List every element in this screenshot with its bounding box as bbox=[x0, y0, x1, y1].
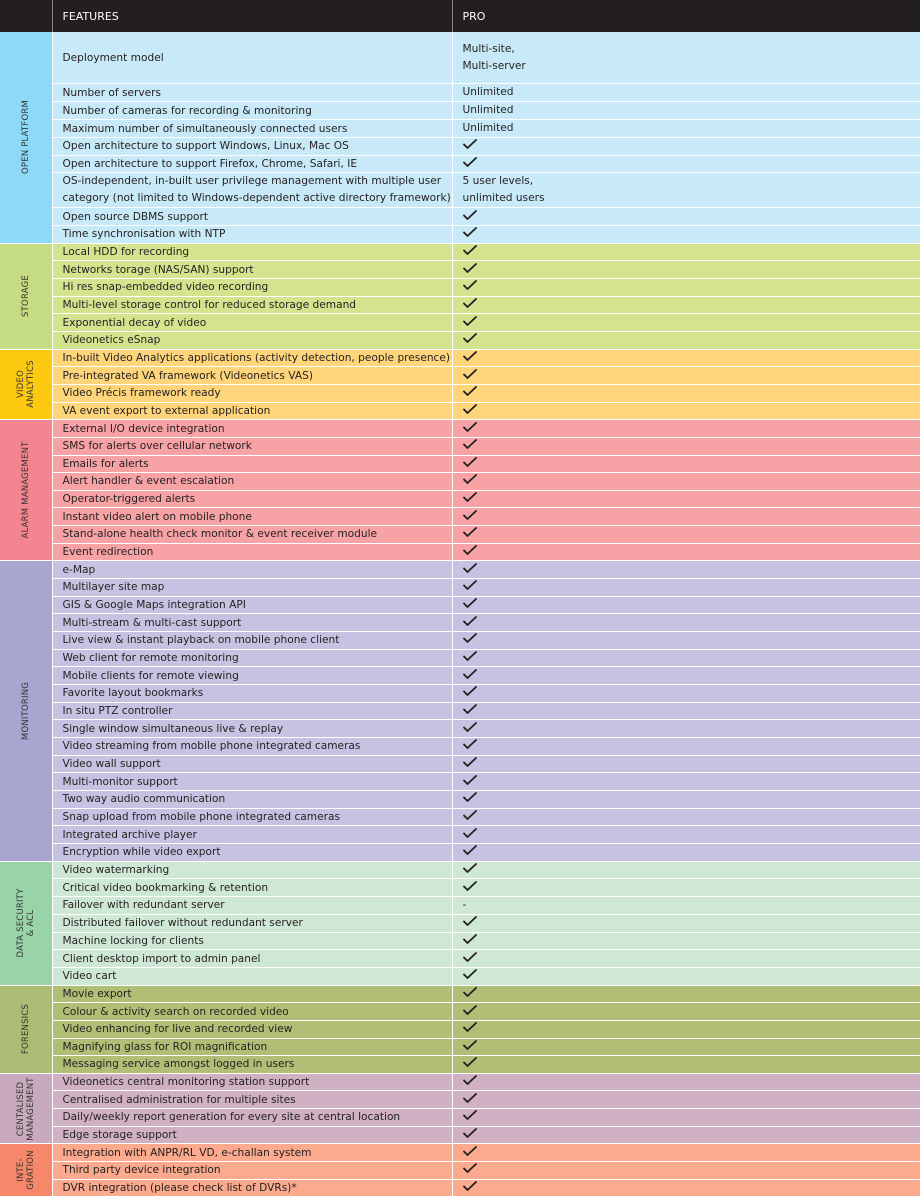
pro-value-cell bbox=[452, 932, 920, 950]
pro-value-cell bbox=[452, 1109, 920, 1127]
table-row bbox=[0, 1126, 920, 1144]
checkmark-icon bbox=[463, 263, 477, 273]
table-row bbox=[0, 1109, 920, 1127]
table-row bbox=[0, 349, 920, 367]
checkmark-icon bbox=[463, 934, 477, 944]
section-label bbox=[16, 889, 36, 958]
section-label-cell bbox=[0, 861, 52, 985]
feature-cell: Operator-triggered alerts bbox=[52, 490, 452, 508]
pro-value-cell bbox=[452, 879, 920, 897]
pro-value-cell bbox=[452, 155, 920, 173]
checkmark-icon bbox=[463, 545, 477, 555]
section-label-cell bbox=[0, 1073, 52, 1144]
checkmark-icon bbox=[463, 757, 477, 767]
table-row bbox=[0, 173, 920, 208]
checkmark-icon bbox=[463, 1093, 477, 1103]
checkmark-icon bbox=[463, 722, 477, 732]
pro-value-cell bbox=[452, 120, 920, 138]
checkmark-icon bbox=[463, 598, 477, 608]
table-row bbox=[0, 861, 920, 879]
table-row bbox=[0, 384, 920, 402]
table-row bbox=[0, 561, 920, 579]
header-corner bbox=[0, 0, 52, 32]
pro-value-cell bbox=[452, 402, 920, 420]
checkmark-icon bbox=[463, 969, 477, 979]
checkmark-icon bbox=[463, 1146, 477, 1156]
feature-cell: Live view & instant playback on mobile phone client bbox=[52, 632, 452, 650]
checkmark-icon bbox=[463, 616, 477, 626]
section-label-cell bbox=[0, 420, 52, 561]
table-row bbox=[0, 1056, 920, 1074]
checkmark-icon bbox=[463, 139, 477, 149]
table-row bbox=[0, 314, 920, 332]
section-label-line: FORENSICS bbox=[20, 1004, 31, 1055]
table-row bbox=[0, 243, 920, 261]
table-row bbox=[0, 879, 920, 897]
feature-cell: Multi-monitor support bbox=[52, 773, 452, 791]
pro-value-cell bbox=[452, 1073, 920, 1091]
table-row bbox=[0, 896, 920, 914]
section-label-line: STORAGE bbox=[20, 275, 31, 318]
checkmark-icon bbox=[463, 474, 477, 484]
table-row bbox=[0, 261, 920, 279]
pro-value-cell bbox=[452, 614, 920, 632]
pro-value-cell bbox=[452, 773, 920, 791]
table-row bbox=[0, 1038, 920, 1056]
pro-value-cell bbox=[452, 32, 920, 84]
header-features: FEATURES bbox=[52, 0, 452, 32]
section-label-line: ANALYTICS bbox=[25, 360, 36, 409]
table-row bbox=[0, 985, 920, 1003]
section-label-line: ALARM MANAGEMENT bbox=[20, 441, 31, 539]
section-label bbox=[21, 100, 31, 174]
pro-value-cell bbox=[452, 173, 920, 208]
section-label bbox=[16, 361, 36, 409]
table-row bbox=[0, 826, 920, 844]
pro-value-text: Unlimited bbox=[462, 86, 514, 98]
feature-cell: Open architecture to support Windows, Linux, Mac OS bbox=[52, 138, 452, 156]
pro-value-cell bbox=[452, 278, 920, 296]
feature-cell: Emails for alerts bbox=[52, 455, 452, 473]
checkmark-icon bbox=[463, 633, 477, 643]
checkmark-icon bbox=[463, 369, 477, 379]
pro-value-cell bbox=[452, 473, 920, 491]
table-row bbox=[0, 508, 920, 526]
checkmark-icon bbox=[463, 810, 477, 820]
checkmark-icon bbox=[463, 987, 477, 997]
checkmark-icon bbox=[463, 351, 477, 361]
feature-cell: Stand-alone health check monitor & event receiver module bbox=[52, 526, 452, 544]
feature-cell: Integration with ANPR/RL VD, e-challan system bbox=[52, 1144, 452, 1162]
pro-value-cell bbox=[452, 1056, 920, 1074]
pro-value-cell bbox=[452, 985, 920, 1003]
table-row bbox=[0, 155, 920, 173]
feature-cell: Videonetics eSnap bbox=[52, 331, 452, 349]
feature-cell: Movie export bbox=[52, 985, 452, 1003]
feature-cell: Exponential decay of video bbox=[52, 314, 452, 332]
feature-cell: External I/O device integration bbox=[52, 420, 452, 438]
table-body bbox=[0, 32, 920, 1197]
feature-cell: Maximum number of simultaneously connected users bbox=[52, 120, 452, 138]
checkmark-icon bbox=[463, 792, 477, 802]
section-label-line: INTE- bbox=[15, 1158, 26, 1183]
pro-value-cell bbox=[452, 702, 920, 720]
section-label-cell bbox=[0, 243, 52, 349]
pro-value-cell bbox=[452, 950, 920, 968]
pro-value-cell bbox=[452, 649, 920, 667]
table-row bbox=[0, 120, 920, 138]
feature-cell: Time synchronisation with NTP bbox=[52, 225, 452, 243]
pro-value-cell bbox=[452, 349, 920, 367]
table-row bbox=[0, 1091, 920, 1109]
pro-value-cell bbox=[452, 720, 920, 738]
feature-cell: Multi-level storage control for reduced storage demand bbox=[52, 296, 452, 314]
checkmark-icon bbox=[463, 1075, 477, 1085]
pro-value-cell bbox=[452, 208, 920, 226]
table-row bbox=[0, 667, 920, 685]
feature-cell: Snap upload from mobile phone integrated cameras bbox=[52, 808, 452, 826]
table-row bbox=[0, 543, 920, 561]
section-label-line: OPEN PLATFORM bbox=[20, 100, 31, 175]
table-row bbox=[0, 1162, 920, 1180]
table-row bbox=[0, 490, 920, 508]
checkmark-icon bbox=[463, 1022, 477, 1032]
checkmark-icon bbox=[463, 563, 477, 573]
pro-value-cell bbox=[452, 1179, 920, 1197]
feature-cell: Hi res snap-embedded video recording bbox=[52, 278, 452, 296]
pro-value-cell bbox=[452, 420, 920, 438]
section-label bbox=[21, 442, 31, 539]
feature-cell: Alert handler & event escalation bbox=[52, 473, 452, 491]
table-row bbox=[0, 950, 920, 968]
header-row bbox=[0, 0, 920, 32]
checkmark-icon bbox=[463, 739, 477, 749]
pro-value-text: unlimited users bbox=[462, 192, 545, 205]
pro-value-cell bbox=[452, 596, 920, 614]
pro-value-cell bbox=[452, 843, 920, 861]
pro-value-cell bbox=[452, 508, 920, 526]
table-row bbox=[0, 790, 920, 808]
section-label-line: MANAGEMENT bbox=[25, 1076, 36, 1141]
pro-value-cell bbox=[452, 667, 920, 685]
pro-value-cell bbox=[452, 685, 920, 703]
feature-cell: Third party device integration bbox=[52, 1162, 452, 1180]
feature-cell: In-built Video Analytics applications (activity detection, people presence) bbox=[52, 349, 452, 367]
section-label-cell bbox=[0, 32, 52, 243]
pro-value-cell bbox=[452, 384, 920, 402]
checkmark-icon bbox=[463, 404, 477, 414]
table-row bbox=[0, 967, 920, 985]
section-label bbox=[21, 682, 31, 740]
feature-cell: Deployment model bbox=[52, 32, 452, 84]
table-row bbox=[0, 32, 920, 84]
checkmark-icon bbox=[463, 1110, 477, 1120]
checkmark-icon bbox=[463, 863, 477, 873]
feature-cell: In situ PTZ controller bbox=[52, 702, 452, 720]
feature-cell: e-Map bbox=[52, 561, 452, 579]
pro-value-cell bbox=[452, 84, 920, 102]
table-row bbox=[0, 1020, 920, 1038]
checkmark-icon bbox=[463, 1040, 477, 1050]
table-row bbox=[0, 138, 920, 156]
table-row bbox=[0, 278, 920, 296]
section-label-cell bbox=[0, 349, 52, 420]
pro-value-cell bbox=[452, 738, 920, 756]
feature-cell: Colour & activity search on recorded video bbox=[52, 1003, 452, 1021]
pro-value-cell bbox=[452, 1126, 920, 1144]
checkmark-icon bbox=[463, 916, 477, 926]
section-label-cell bbox=[0, 1144, 52, 1197]
checkmark-icon bbox=[463, 580, 477, 590]
table-row bbox=[0, 614, 920, 632]
table-row bbox=[0, 1073, 920, 1091]
pro-value-cell bbox=[452, 861, 920, 879]
table-row bbox=[0, 596, 920, 614]
pro-value-text: 5 user levels, bbox=[462, 175, 534, 188]
checkmark-icon bbox=[463, 280, 477, 290]
feature-cell: Edge storage support bbox=[52, 1126, 452, 1144]
section-label-cell bbox=[0, 985, 52, 1073]
table-row bbox=[0, 932, 920, 950]
pro-value-cell bbox=[452, 967, 920, 985]
pro-value-cell bbox=[452, 1144, 920, 1162]
pro-value-cell bbox=[452, 1091, 920, 1109]
feature-cell: Web client for remote monitoring bbox=[52, 649, 452, 667]
checkmark-icon bbox=[463, 157, 477, 167]
feature-cell: Videonetics central monitoring station support bbox=[52, 1073, 452, 1091]
section-label-line: MONITORING bbox=[20, 681, 31, 741]
feature-cell: Two way audio communication bbox=[52, 790, 452, 808]
feature-cell: Magnifying glass for ROI magnification bbox=[52, 1038, 452, 1056]
feature-cell: Number of servers bbox=[52, 84, 452, 102]
feature-cell: Daily/weekly report generation for every site at central location bbox=[52, 1109, 452, 1127]
checkmark-icon bbox=[463, 1128, 477, 1138]
feature-cell: Messaging service amongst logged in users bbox=[52, 1056, 452, 1074]
section-label-cell bbox=[0, 561, 52, 861]
feature-cell: Machine locking for clients bbox=[52, 932, 452, 950]
table-row bbox=[0, 1179, 920, 1197]
section-label bbox=[21, 1004, 31, 1054]
pro-value-cell bbox=[452, 138, 920, 156]
feature-cell: Video cart bbox=[52, 967, 452, 985]
table-row bbox=[0, 808, 920, 826]
pro-value-cell bbox=[452, 826, 920, 844]
feature-cell: Failover with redundant server bbox=[52, 896, 452, 914]
feature-cell: Favorite layout bookmarks bbox=[52, 685, 452, 703]
pro-value-cell bbox=[452, 543, 920, 561]
feature-cell: GIS & Google Maps integration API bbox=[52, 596, 452, 614]
pro-value-cell bbox=[452, 808, 920, 826]
pro-value-cell bbox=[452, 632, 920, 650]
checkmark-icon bbox=[463, 704, 477, 714]
pro-value-cell bbox=[452, 755, 920, 773]
pro-value-cell bbox=[452, 1162, 920, 1180]
feature-cell: Open source DBMS support bbox=[52, 208, 452, 226]
pro-value-cell bbox=[452, 455, 920, 473]
section-label-line: VIDEO bbox=[15, 370, 26, 399]
pro-value-cell bbox=[452, 1020, 920, 1038]
table-row bbox=[0, 702, 920, 720]
feature-cell: Mobile clients for remote viewing bbox=[52, 667, 452, 685]
section-label-line: & ACL bbox=[25, 909, 36, 937]
pro-value-cell bbox=[452, 367, 920, 385]
feature-cell: Single window simultaneous live & replay bbox=[52, 720, 452, 738]
pro-value-cell bbox=[452, 243, 920, 261]
checkmark-icon bbox=[463, 457, 477, 467]
checkmark-icon bbox=[463, 651, 477, 661]
section-label bbox=[21, 275, 31, 317]
pro-value-text: Multi-server bbox=[462, 59, 526, 72]
pro-value-text: - bbox=[462, 898, 467, 911]
checkmark-icon bbox=[463, 775, 477, 785]
table-row bbox=[0, 473, 920, 491]
table-row bbox=[0, 685, 920, 703]
pro-value-cell bbox=[452, 914, 920, 932]
feature-cell: Centralised administration for multiple sites bbox=[52, 1091, 452, 1109]
pro-value-cell bbox=[452, 526, 920, 544]
checkmark-icon bbox=[463, 828, 477, 838]
pro-value-cell bbox=[452, 314, 920, 332]
table-row bbox=[0, 738, 920, 756]
feature-cell: VA event export to external application bbox=[52, 402, 452, 420]
pro-value-cell bbox=[452, 1038, 920, 1056]
table-row bbox=[0, 1003, 920, 1021]
section-label bbox=[16, 1151, 36, 1190]
pro-value-text: Multi-site, bbox=[462, 42, 515, 55]
feature-cell: Number of cameras for recording & monitoring bbox=[52, 102, 452, 120]
table-row bbox=[0, 720, 920, 738]
feature-cell: Critical video bookmarking & retention bbox=[52, 879, 452, 897]
checkmark-icon bbox=[463, 245, 477, 255]
checkmark-icon bbox=[463, 510, 477, 520]
feature-cell: Networks torage (NAS/SAN) support bbox=[52, 261, 452, 279]
feature-cell: Client desktop import to admin panel bbox=[52, 950, 452, 968]
pro-value-cell bbox=[452, 296, 920, 314]
pro-value-cell bbox=[452, 561, 920, 579]
table-row bbox=[0, 632, 920, 650]
checkmark-icon bbox=[463, 1057, 477, 1067]
feature-cell: DVR integration (please check list of DVRs)* bbox=[52, 1179, 452, 1197]
checkmark-icon bbox=[463, 422, 477, 432]
pro-value-cell bbox=[452, 896, 920, 914]
checkmark-icon bbox=[463, 439, 477, 449]
checkmark-icon bbox=[463, 952, 477, 962]
pro-value-cell bbox=[452, 331, 920, 349]
table-row bbox=[0, 367, 920, 385]
feature-cell: Video wall support bbox=[52, 755, 452, 773]
checkmark-icon bbox=[463, 527, 477, 537]
checkmark-icon bbox=[463, 686, 477, 696]
table-row bbox=[0, 1144, 920, 1162]
checkmark-icon bbox=[463, 881, 477, 891]
section-label bbox=[16, 1077, 36, 1140]
pro-value-cell bbox=[452, 102, 920, 120]
feature-cell: Local HDD for recording bbox=[52, 243, 452, 261]
pro-value-cell bbox=[452, 437, 920, 455]
pro-value-cell bbox=[452, 1003, 920, 1021]
pro-value-cell bbox=[452, 490, 920, 508]
feature-cell: Video Précis framework ready bbox=[52, 384, 452, 402]
feature-cell: Pre-integrated VA framework (Videonetics VAS) bbox=[52, 367, 452, 385]
feature-cell: Encryption while video export bbox=[52, 843, 452, 861]
checkmark-icon bbox=[463, 1163, 477, 1173]
table-row bbox=[0, 914, 920, 932]
table-row bbox=[0, 225, 920, 243]
table-row bbox=[0, 84, 920, 102]
pro-value-cell bbox=[452, 225, 920, 243]
table-row bbox=[0, 102, 920, 120]
section-label-line: DATA SECURITY bbox=[15, 888, 26, 958]
checkmark-icon bbox=[463, 845, 477, 855]
checkmark-icon bbox=[463, 1005, 477, 1015]
table-row bbox=[0, 208, 920, 226]
checkmark-icon bbox=[463, 1181, 477, 1191]
feature-cell: Multi-stream & multi-cast support bbox=[52, 614, 452, 632]
table-row bbox=[0, 755, 920, 773]
table-row bbox=[0, 773, 920, 791]
table-row bbox=[0, 296, 920, 314]
pro-value-cell bbox=[452, 579, 920, 597]
feature-cell: Distributed failover without redundant server bbox=[52, 914, 452, 932]
feature-cell: Multilayer site map bbox=[52, 579, 452, 597]
feature-cell: Open architecture to support Firefox, Chrome, Safari, IE bbox=[52, 155, 452, 173]
checkmark-icon bbox=[463, 669, 477, 679]
table-row bbox=[0, 437, 920, 455]
checkmark-icon bbox=[463, 386, 477, 396]
header-pro: PRO bbox=[452, 0, 920, 32]
checkmark-icon bbox=[463, 492, 477, 502]
section-label-line: GRATION bbox=[25, 1150, 36, 1191]
table-row bbox=[0, 331, 920, 349]
feature-cell: Video watermarking bbox=[52, 861, 452, 879]
checkmark-icon bbox=[463, 227, 477, 237]
table-row bbox=[0, 649, 920, 667]
feature-cell: Instant video alert on mobile phone bbox=[52, 508, 452, 526]
pro-value-cell bbox=[452, 261, 920, 279]
table-row bbox=[0, 526, 920, 544]
table-row bbox=[0, 579, 920, 597]
pro-value-cell bbox=[452, 790, 920, 808]
table-row bbox=[0, 455, 920, 473]
feature-cell: Video streaming from mobile phone integrated cameras bbox=[52, 738, 452, 756]
table-row bbox=[0, 843, 920, 861]
feature-cell: Integrated archive player bbox=[52, 826, 452, 844]
checkmark-icon bbox=[463, 210, 477, 220]
feature-cell: Video enhancing for live and recorded view bbox=[52, 1020, 452, 1038]
feature-cell: Event redirection bbox=[52, 543, 452, 561]
checkmark-icon bbox=[463, 298, 477, 308]
feature-cell: SMS for alerts over cellular network bbox=[52, 437, 452, 455]
pro-value-text: Unlimited bbox=[462, 122, 514, 134]
table-row bbox=[0, 402, 920, 420]
section-label-line: CENTALISED bbox=[15, 1081, 26, 1136]
checkmark-icon bbox=[463, 333, 477, 343]
feature-cell: OS-independent, in-built user privilege management with multiple user category (not limited to Windows-dependent active directory framework) bbox=[52, 173, 452, 208]
checkmark-icon bbox=[463, 316, 477, 326]
pro-value-text: Unlimited bbox=[462, 104, 514, 116]
table-row bbox=[0, 420, 920, 438]
